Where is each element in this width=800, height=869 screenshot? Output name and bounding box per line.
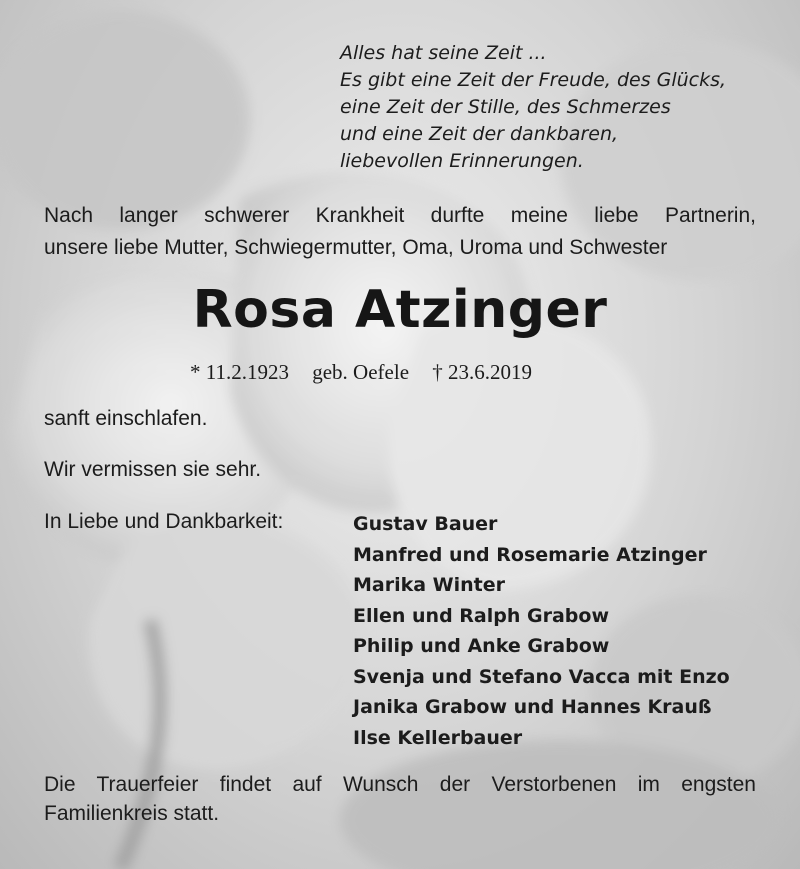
funeral-note: [44, 770, 756, 828]
funeral-note-line-1: Die Trauerfeier findet auf Wunsch der Verstorbenen im engsten: [44, 773, 756, 796]
poem-line: eine Zeit der Stille, des Schmerzes: [340, 96, 671, 118]
intro-line-2: unsere liebe Mutter, Schwiegermutter, Oma, Uroma und Schwester: [44, 236, 668, 259]
deceased-name: Rosa Atzinger: [192, 280, 608, 340]
poem-line: liebevollen Erinnerungen.: [340, 150, 584, 172]
poem-line: und eine Zeit der dankbaren,: [340, 123, 619, 145]
mourner-name: Gustav Bauer: [353, 513, 498, 535]
poem-line: Es gibt eine Zeit der Freude, des Glücks,: [340, 69, 727, 91]
signature-label: In Liebe und Dankbarkeit:: [44, 510, 284, 533]
mourners-list: [353, 509, 730, 753]
mourner-name: Manfred und Rosemarie Atzinger: [353, 543, 707, 566]
birth-date: * 11.2.1923: [190, 360, 289, 384]
poem: [340, 40, 726, 175]
intro-text: [44, 200, 756, 264]
missing-text: Wir vermissen sie sehr.: [44, 458, 262, 481]
mourner-name: Philip und Anke Grabow: [353, 635, 610, 657]
funeral-note-line-2: Familienkreis statt.: [44, 802, 220, 825]
mourner-name: Janika Grabow und Hannes Krauß: [353, 696, 712, 718]
maiden-name: geb. Oefele: [312, 360, 410, 384]
mourner-name: Ilse Kellerbauer: [353, 726, 523, 749]
death-date: † 23.6.2019: [432, 360, 533, 384]
mourner-name: Marika Winter: [353, 574, 506, 596]
passing-text: sanft einschlafen.: [44, 407, 208, 430]
poem-line: Alles hat seine Zeit ...: [340, 42, 547, 64]
mourner-name: Svenja und Stefano Vacca mit Enzo: [353, 665, 730, 688]
intro-line-1: Nach langer schwerer Krankheit durfte meine liebe Partnerin,: [44, 204, 756, 227]
life-dates: [190, 360, 550, 385]
mourner-name: Ellen und Ralph Grabow: [353, 604, 609, 627]
